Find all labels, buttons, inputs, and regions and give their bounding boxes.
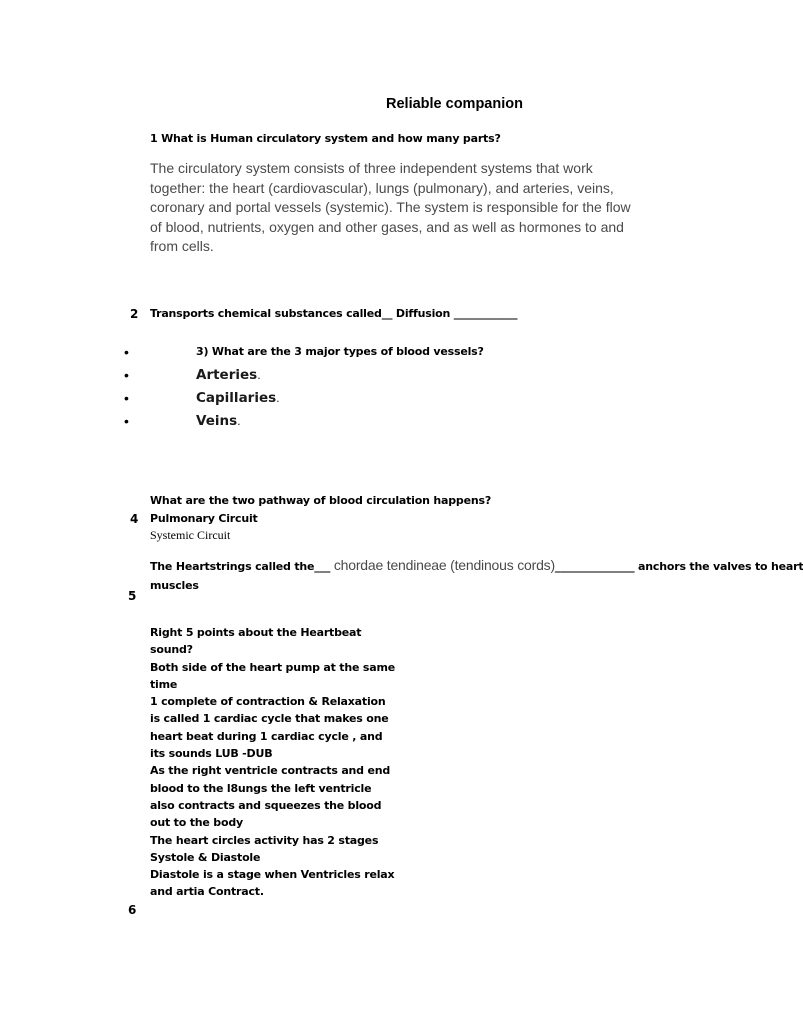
- answer-1-line: coronary and portal vessels (systemic). The system is responsible for the flow: [150, 199, 631, 215]
- vessel-dot: .: [237, 415, 241, 428]
- question-6-line: Systole & Diastole: [150, 850, 261, 864]
- question-6-line: Diastole is a stage when Ventricles relax: [150, 868, 395, 882]
- vessel-dot: .: [257, 369, 261, 382]
- vessel-item-arteries: [196, 367, 261, 383]
- question-6-line: time: [150, 677, 178, 691]
- question-4-number: 4: [130, 512, 139, 526]
- question-6-line: Right 5 points about the Heartbeat: [150, 626, 362, 639]
- question-6-line: sound?: [150, 643, 193, 657]
- question-6-line: and artia Contract.: [150, 885, 264, 899]
- question-6-line: its sounds LUB -DUB: [150, 747, 273, 761]
- question-5-line2: muscles: [150, 579, 199, 592]
- question-5-number: 5: [128, 589, 137, 603]
- question-6-line: out to the body: [150, 816, 243, 830]
- question-6-number: 6: [128, 903, 137, 917]
- question-5-suffix: _______________ anchors the valves to heart: [554, 560, 803, 573]
- question-3-text: 3) What are the 3 major types of blood vessels?: [196, 345, 484, 358]
- question-6-line: heart beat during 1 cardiac cycle , and: [150, 729, 383, 743]
- document-title: Reliable companion: [386, 96, 523, 112]
- bullet: •: [124, 390, 129, 406]
- answer-1-line: together: the heart (cardiovascular), lungs (pulmonary), and arteries, veins,: [150, 179, 614, 196]
- question-6-line: The heart circles activity has 2 stages: [150, 833, 379, 847]
- question-5-text: [150, 557, 803, 573]
- bullet: •: [124, 367, 129, 383]
- answer-1-line: of blood, nutrients, oxygen and other gases, and as well as hormones to and: [150, 218, 624, 235]
- question-1: 1 What is Human circulatory system and how many parts?: [150, 132, 501, 145]
- question-6-line: blood to the l8ungs the left ventricle: [150, 781, 372, 795]
- answer-1: [150, 159, 690, 257]
- question-6-line: is called 1 cardiac cycle that makes one: [150, 712, 389, 726]
- answer-4-pulmonary: Pulmonary Circuit: [150, 512, 258, 525]
- bullet: •: [124, 413, 129, 429]
- vessel-item-capillaries: [196, 390, 280, 406]
- question-2-number: 2: [130, 307, 139, 321]
- question-2-text: Transports chemical substances called__ Diffusion ____________: [150, 307, 518, 320]
- question-6-line: also contracts and squeezes the blood: [150, 798, 382, 812]
- question-5-answer: chordae tendineae (tendinous cords): [330, 557, 555, 573]
- question-6-line: As the right ventricle contracts and end: [150, 764, 391, 778]
- question-6-block: [150, 624, 395, 901]
- answer-1-line: from cells.: [150, 238, 214, 254]
- vessel-name: Capillaries: [196, 390, 277, 406]
- vessel-item-veins: [196, 413, 241, 429]
- question-4-text: What are the two pathway of blood circulation happens?: [150, 494, 491, 507]
- question-6-line: Both side of the heart pump at the same: [150, 660, 395, 674]
- question-5-prefix: The Heartstrings called the___: [150, 560, 331, 573]
- bullet: •: [124, 344, 129, 360]
- answer-1-line: The circulatory system consists of three independent systems that work: [150, 160, 593, 176]
- answer-4-systemic: Systemic Circuit: [150, 528, 231, 542]
- vessel-name: Arteries: [196, 367, 258, 383]
- question-6-line: 1 complete of contraction & Relaxation: [150, 695, 386, 709]
- vessel-name: Veins: [196, 413, 238, 429]
- vessel-dot: .: [276, 392, 280, 405]
